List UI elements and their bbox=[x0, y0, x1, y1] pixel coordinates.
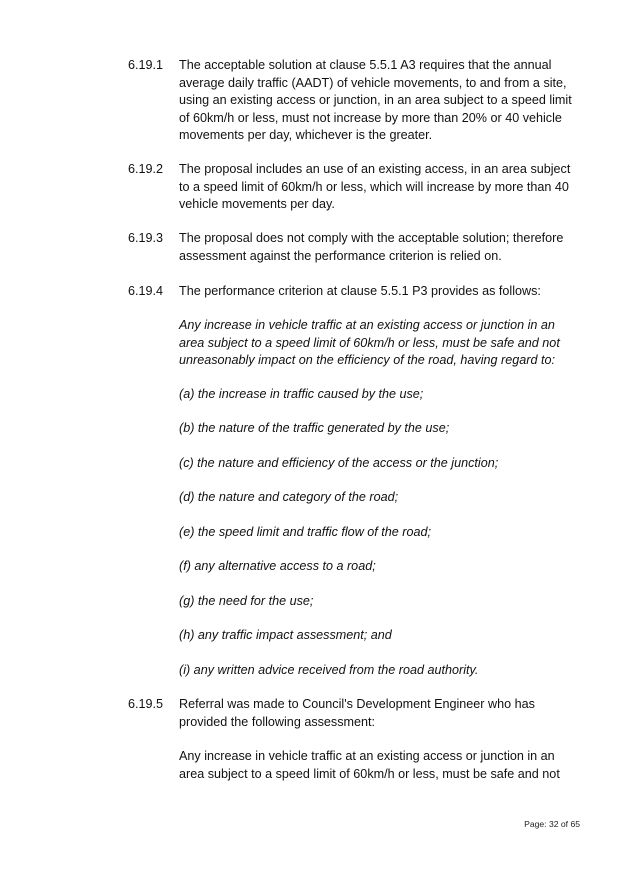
paragraph-text: The performance criterion at clause 5.5.1 P3 provides as follows: bbox=[179, 284, 541, 298]
paragraph-number: 6.19.2 bbox=[128, 162, 164, 176]
page-number: Page: 32 of 65 bbox=[524, 819, 580, 829]
engineer-assessment-text: Any increase in vehicle traffic at an existing access or junction in an area subject to a speed limit of 60km/h or less, must be safe and not bbox=[179, 749, 560, 781]
paragraph-number: 6.19.4 bbox=[128, 284, 164, 298]
criterion-item-b: (b) the nature of the traffic generated by the use; bbox=[179, 421, 450, 435]
criterion-item-g: (g) the need for the use; bbox=[179, 594, 314, 608]
criterion-item-e: (e) the speed limit and traffic flow of the road; bbox=[179, 525, 431, 539]
criterion-item-h: (h) any traffic impact assessment; and bbox=[179, 628, 392, 642]
paragraph-text: The proposal includes an use of an existing access, in an area subject to a speed limit of 60km/h or less, which will increase by more than 40 vehicle movements per day. bbox=[179, 162, 571, 211]
criterion-item-a: (a) the increase in traffic caused by the use; bbox=[179, 387, 424, 401]
paragraph-text: Referral was made to Council's Development Engineer who has provided the following assessment: bbox=[179, 697, 535, 729]
paragraph-number: 6.19.1 bbox=[128, 58, 164, 72]
paragraph-number: 6.19.3 bbox=[128, 231, 164, 245]
paragraph-number: 6.19.5 bbox=[128, 697, 164, 711]
criterion-item-c: (c) the nature and efficiency of the access or the junction; bbox=[179, 456, 499, 470]
criterion-item-f: (f) any alternative access to a road; bbox=[179, 559, 376, 573]
criterion-item-i: (i) any written advice received from the road authority. bbox=[179, 663, 479, 677]
criterion-intro: Any increase in vehicle traffic at an existing access or junction in an area subject to a speed limit of 60km/h or less, must be safe and not unreasonably impact on the efficiency of the road, having regard to: bbox=[179, 318, 560, 367]
criterion-item-d: (d) the nature and category of the road; bbox=[179, 490, 399, 504]
paragraph-text: The proposal does not comply with the acceptable solution; therefore assessment against the performance criterion is relied on. bbox=[179, 231, 564, 263]
paragraph-text: The acceptable solution at clause 5.5.1 A3 requires that the annual average daily traffic (AADT) of vehicle movements, to and from a site, using an existing access or junction, in an area subject to a speed limit of 60km/h or less, must not increase by more than 20% or 40 vehicle movements per day, whichever is the greater. bbox=[179, 58, 572, 142]
